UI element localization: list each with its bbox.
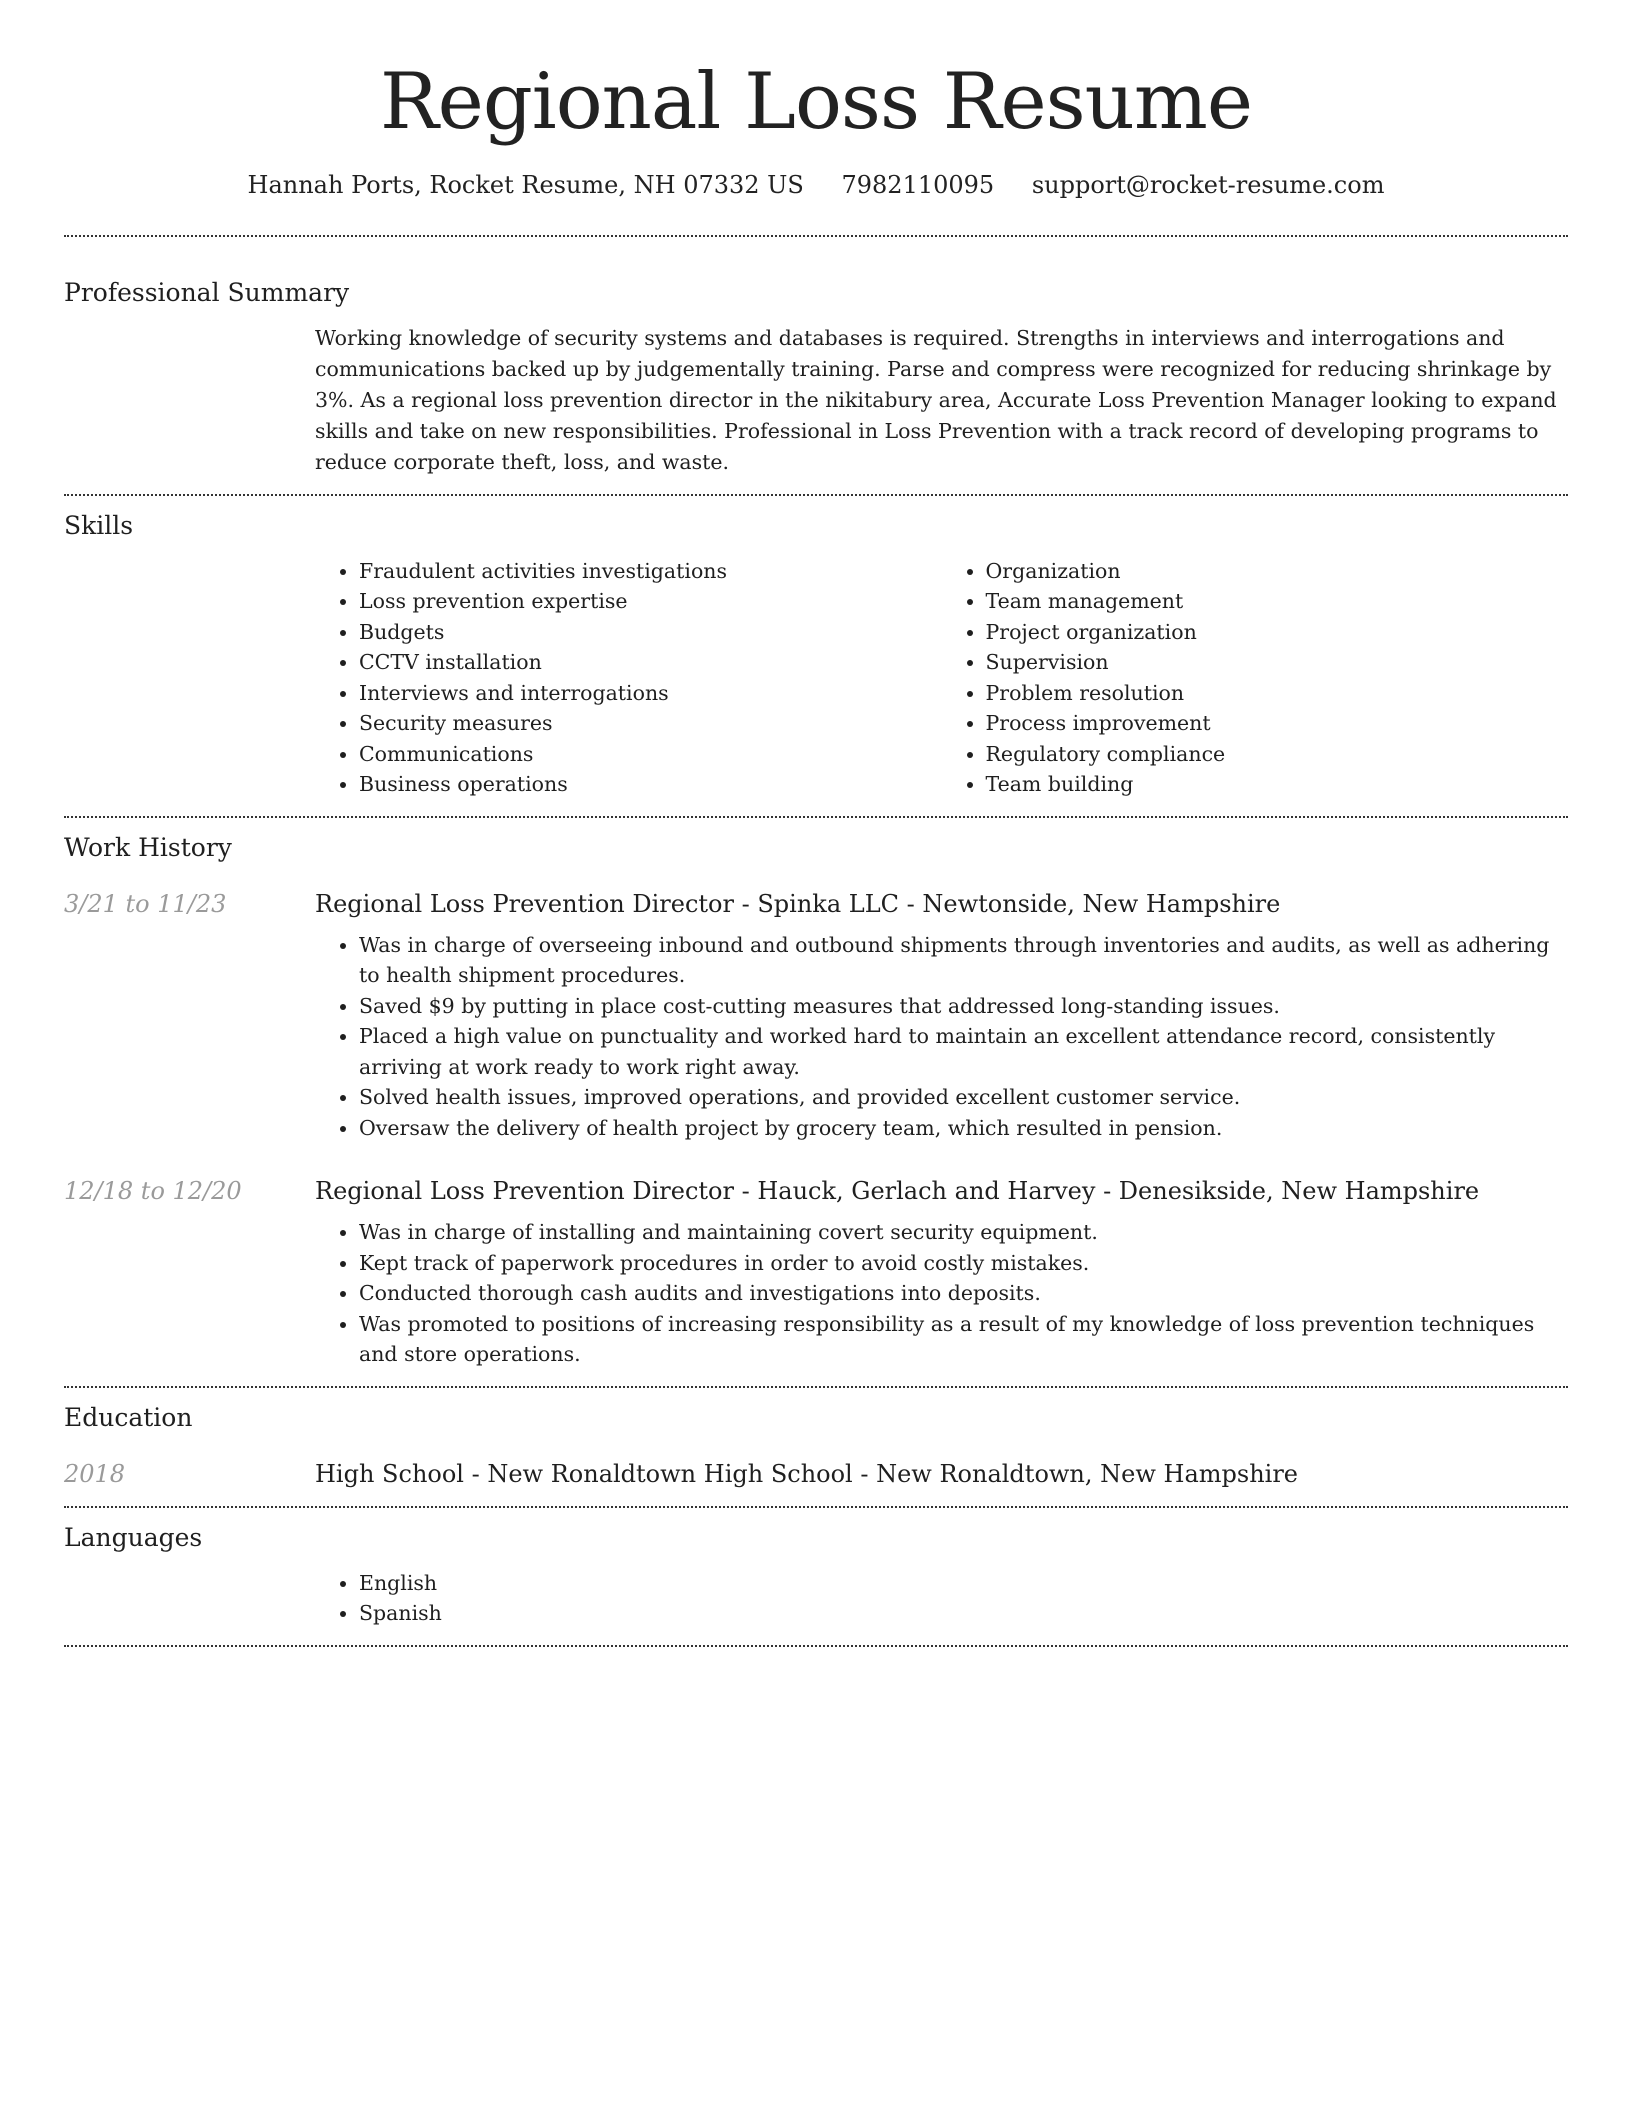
education-heading: Education — [64, 1402, 193, 1432]
languages-heading: Languages — [64, 1522, 203, 1552]
summary-section — [64, 237, 1568, 494]
skills-list-col2 — [942, 556, 1569, 800]
work-heading: Work History — [64, 832, 232, 862]
job-title: Regional Loss Prevention Director - Hauck, Gerlach and Harvey - Denesikside, New Hampshire — [315, 1177, 1480, 1206]
language-item: • English — [359, 1568, 1568, 1599]
job-bullet: • Was promoted to positions of increasing responsibility as a result of my knowledge of loss prevention techniques and store operations. — [359, 1309, 1568, 1370]
skills-section — [64, 496, 1568, 816]
contact-line — [64, 170, 1568, 201]
skill-item: • Project organization — [986, 617, 1569, 648]
job-bullet: • Was in charge of overseeing inbound and outbound shipments through inventories and audits, as well as adhering to health shipment procedures. — [359, 930, 1568, 991]
skill-item: • Business operations — [359, 769, 942, 800]
skills-heading: Skills — [64, 510, 134, 540]
job-dates: 12/18 to 12/20 — [64, 1177, 242, 1206]
job-bullet: • Conducted thorough cash audits and investigations into deposits. — [359, 1278, 1568, 1309]
job-bullet: • Solved health issues, improved operations, and provided excellent customer service. — [359, 1082, 1568, 1113]
skill-item: • Problem resolution — [986, 678, 1569, 709]
job-bullet: • Was in charge of installing and maintaining covert security equipment. — [359, 1217, 1568, 1248]
section-divider — [64, 1645, 1568, 1647]
job-bullet: • Placed a high value on punctuality and worked hard to maintain an excellent attendance record, consistently arriving at work ready to work right away. — [359, 1021, 1568, 1082]
skill-item: • Organization — [986, 556, 1569, 587]
skill-item: • Communications — [359, 739, 942, 770]
skill-item: • Interviews and interrogations — [359, 678, 942, 709]
contact-address: Hannah Ports, Rocket Resume, NH 07332 US — [247, 170, 804, 199]
skill-item: • Supervision — [986, 647, 1569, 678]
languages-list — [315, 1568, 1568, 1629]
skill-item: • Security measures — [359, 708, 942, 739]
skill-item: • Fraudulent activities investigations — [359, 556, 942, 587]
skill-item: • Team management — [986, 586, 1569, 617]
skill-item: • Regulatory compliance — [986, 739, 1569, 770]
job-title: Regional Loss Prevention Director - Spinka LLC - Newtonside, New Hampshire — [315, 889, 1281, 918]
job-bullet: • Oversaw the delivery of health project by grocery team, which resulted in pension. — [359, 1113, 1568, 1144]
page-title: Regional Loss Resume — [379, 57, 1253, 147]
language-item: • Spanish — [359, 1598, 1568, 1629]
education-entry: High School - New Ronaldtown High School - New Ronaldtown, New Hampshire — [315, 1459, 1299, 1488]
skill-item: • CCTV installation — [359, 647, 942, 678]
job-entry — [64, 888, 1568, 1144]
job-bullets — [315, 930, 1568, 1144]
skill-item: • Loss prevention expertise — [359, 586, 942, 617]
skill-item: • Budgets — [359, 617, 942, 648]
job-bullets — [315, 1217, 1568, 1370]
job-entry — [64, 1175, 1568, 1370]
skill-item: • Process improvement — [986, 708, 1569, 739]
contact-phone: 7982110095 — [841, 170, 995, 199]
education-section — [64, 1388, 1568, 1506]
work-section — [64, 818, 1568, 1386]
contact-email: support@rocket-resume.com — [1031, 170, 1385, 199]
skill-item: • Team building — [986, 769, 1569, 800]
summary-heading: Professional Summary — [64, 277, 350, 307]
job-bullet: • Kept track of paperwork procedures in order to avoid costly mistakes. — [359, 1248, 1568, 1279]
languages-section — [64, 1508, 1568, 1645]
education-year: 2018 — [64, 1459, 126, 1488]
job-dates: 3/21 to 11/23 — [64, 889, 227, 918]
summary-text: Working knowledge of security systems and databases is required. Strengths in interviews and interrogations and communications backed up by judgementally training. Parse and compress were recognized for reducing shrinkage by 3%. As a regional loss prevention director in the nikitabury area, Accurate Loss Prevention Manager looking to expand skills and take on new responsibilities. Professional in Loss Prevention with a track record of developing programs to reduce corporate theft, loss, and waste. — [315, 325, 1557, 474]
job-bullet: • Saved $9 by putting in place cost-cutting measures that addressed long-standing issues. — [359, 991, 1568, 1022]
skills-list-col1 — [315, 556, 942, 800]
